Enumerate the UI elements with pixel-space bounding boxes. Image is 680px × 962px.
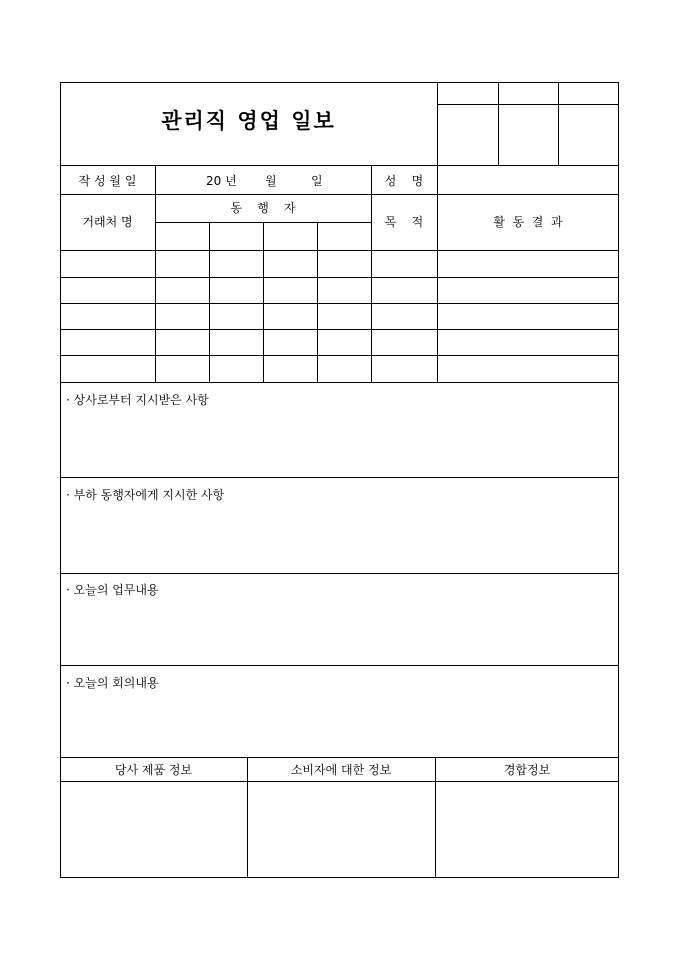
row-line-2 [60, 194, 619, 195]
table-row-line [60, 382, 619, 383]
name-field[interactable] [438, 166, 618, 194]
approval-divider-2 [558, 82, 559, 165]
date-month[interactable]: 월 [265, 174, 277, 188]
border-bottom [60, 877, 619, 878]
border-top [60, 82, 619, 83]
companion-col-divider-1 [209, 222, 210, 382]
section-line-3 [60, 665, 619, 666]
name-label: 성 명 [384, 174, 424, 188]
form-title: 관리직 영업 일보 [161, 108, 336, 133]
purpose-header: 목 적 [384, 215, 424, 229]
companion-col-divider-2 [263, 222, 264, 382]
competitor-info-header: 경합정보 [503, 763, 551, 777]
company-product-info-header: 당사 제품 정보 [114, 763, 193, 777]
approval-divider-1 [498, 82, 499, 165]
divider-purpose-col [371, 165, 372, 382]
approval-header-line [437, 104, 619, 105]
section-line-4 [60, 757, 619, 758]
table-row-line [60, 303, 619, 304]
companion-col-divider-3 [317, 222, 318, 382]
consumer-info-header: 소비자에 대한 정보 [290, 763, 392, 777]
bottom-header-line [60, 781, 619, 782]
client-name-header: 거래처 명 [82, 215, 133, 229]
section-todays-meeting: · 오늘의 회의내용 [66, 676, 159, 690]
table-row-line [60, 329, 619, 330]
table-row-line [60, 355, 619, 356]
companion-header: 동 행 자 [230, 201, 296, 215]
section-line-1 [60, 477, 619, 478]
date-day[interactable]: 일 [311, 174, 323, 188]
border-left [60, 82, 61, 878]
table-row-line [60, 250, 619, 251]
divider-right-section [437, 82, 438, 382]
section-superior-instructions: · 상사로부터 지시받은 사항 [66, 393, 209, 407]
section-subordinate-instructions: · 부하 동행자에게 지시한 사항 [66, 488, 225, 502]
divider-client-col [155, 165, 156, 382]
section-todays-work: · 오늘의 업무내용 [66, 583, 159, 597]
table-row-line [60, 277, 619, 278]
border-right [618, 82, 619, 878]
result-header: 활 동 결 과 [493, 215, 563, 229]
date-label: 작 성 월 일 [78, 174, 137, 188]
section-line-2 [60, 573, 619, 574]
date-year[interactable]: 20 년 [206, 174, 237, 188]
sales-report-form [60, 82, 619, 878]
